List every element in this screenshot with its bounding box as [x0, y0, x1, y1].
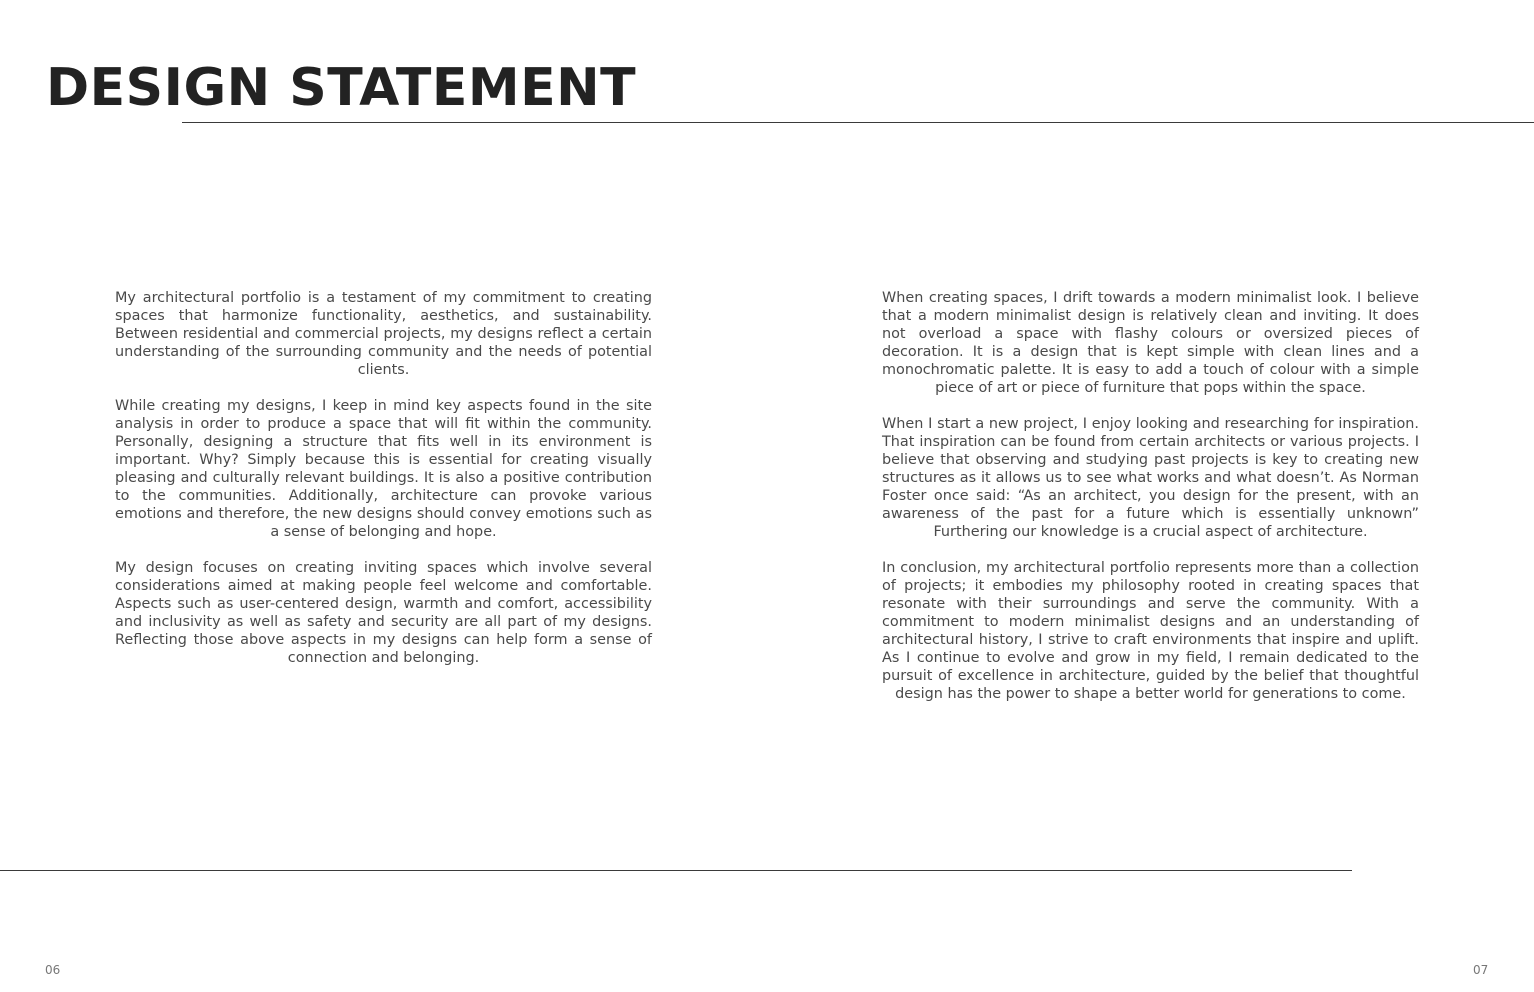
page-number-right: 07 [1473, 963, 1489, 977]
left-text-column [115, 289, 652, 685]
right-text-column [882, 289, 1419, 721]
right-paragraph-3: In conclusion, my architectural portfolio represents more than a collection of projects; it embodies my philosophy rooted in creating spaces that resonate with their surroundings and serve the community. With a commitment to modern minimalist designs and an understanding of architectural history, I strive to craft environments that inspire and uplift. As I continue to evolve and grow in my field, I remain dedicated to the pursuit of excellence in architecture, guided by the belief that thoughtful design has the power to shape a better world for generations to come. [882, 560, 1419, 702]
page-title: DESIGN STATEMENT [46, 58, 637, 118]
right-paragraph-2: When I start a new project, I enjoy looking and researching for inspiration. That inspiration can be found from certain architects or various projects. I believe that observing and studying past projects is key to creating new structures as it allows us to see what works and what doesn’t. As Norman Foster once said: “As an architect, you design for the present, with an awareness of the past for a future which is essentially unknown” Furthering our knowledge is a crucial aspect of architecture. [882, 416, 1419, 540]
left-paragraph-3: My design focuses on creating inviting spaces which involve several considerations aimed at making people feel welcome and comfortable. Aspects such as user-centered design, warmth and comfort, accessibility and inclusivity as well as safety and security are all part of my designs. Reflecting those above aspects in my designs can help form a sense of connection and belonging. [115, 560, 652, 666]
title-divider [182, 122, 1534, 123]
right-paragraph-1: When creating spaces, I drift towards a modern minimalist look. I believe that a modern minimalist design is relatively clean and inviting. It does not overload a space with flashy colours or oversized pieces of decoration. It is a design that is kept simple with clean lines and a monochromatic palette. It is easy to add a touch of colour with a simple piece of art or piece of furniture that pops within the space. [882, 290, 1419, 396]
page-number-left: 06 [45, 963, 61, 977]
left-paragraph-1: My architectural portfolio is a testament of my commitment to creating spaces that harmonize functionality, aesthetics, and sustainability. Between residential and commercial projects, my designs reflect a certain understanding of the surrounding community and the needs of potential clients. [115, 290, 652, 378]
left-paragraph-2: While creating my designs, I keep in mind key aspects found in the site analysis in order to produce a space that will fit within the community. Personally, designing a structure that fits well in its environment is important. Why? Simply because this is essential for creating visually pleasing and culturally relevant buildings. It is also a positive contribution to the communities. Additionally, architecture can provoke various emotions and therefore, the new designs should convey emotions such as a sense of belonging and hope. [115, 398, 652, 540]
footer-divider [0, 870, 1352, 871]
